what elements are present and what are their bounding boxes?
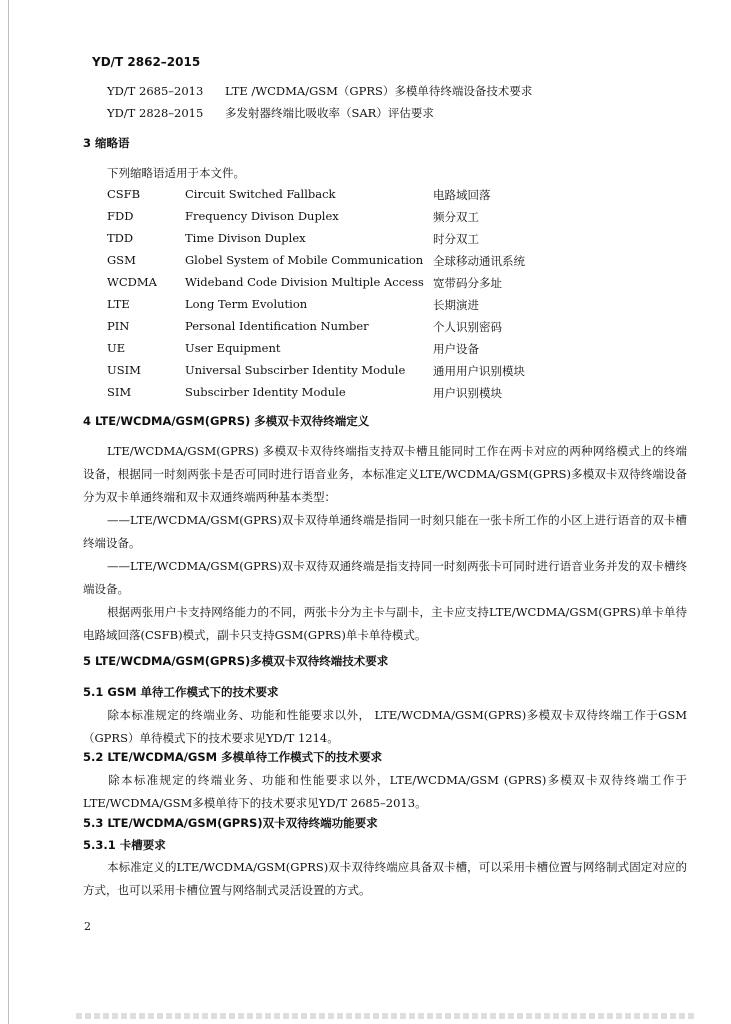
abbr-english: Long Term Evolution xyxy=(185,297,308,311)
scan-artifact-line xyxy=(76,1013,696,1019)
paragraph-text: ——LTE/WCDMA/GSM(GPRS)双卡双待双通终端是指支持同一时刻两张卡可同时进行语音业务并发的双卡槽终端设备。 xyxy=(83,559,687,596)
abbr-chinese: 频分双工 xyxy=(433,210,479,224)
section-4-heading: 4 LTE/WCDMA/GSM(GPRS) 多模双卡双待终端定义 xyxy=(83,414,370,428)
abbr-code: FDD xyxy=(107,209,134,223)
abbr-chinese: 时分双工 xyxy=(433,232,479,246)
abbr-code: PIN xyxy=(107,319,130,333)
abbr-english: User Equipment xyxy=(185,341,281,355)
abbr-english: Globel System of Mobile Communication xyxy=(185,253,424,267)
abbr-code: USIM xyxy=(107,363,141,377)
abbr-code: LTE xyxy=(107,297,130,311)
section-3-heading: 3 缩略语 xyxy=(83,136,130,150)
reference-row xyxy=(107,83,532,99)
abbr-code: TDD xyxy=(107,231,134,245)
abbr-english: Frequency Divison Duplex xyxy=(185,209,339,223)
reference-title: 多发射器终端比吸收率（SAR）评估要求 xyxy=(225,106,434,120)
page-edge-line xyxy=(8,0,9,1024)
section-4-single-call-definition xyxy=(83,509,687,555)
page-number: 2 xyxy=(84,920,91,933)
abbr-chinese: 宽带码分多址 xyxy=(433,276,502,290)
abbr-english: Time Divison Duplex xyxy=(185,231,306,245)
paragraph-text: 除本标准规定的终端业务、功能和性能要求以外， LTE/WCDMA/GSM(GPRS)多模双卡双待终端工作于GSM（GPRS）单待模式下的技术要求见YD/T 1214。 xyxy=(83,708,687,745)
abbr-chinese: 通用用户识别模块 xyxy=(433,364,525,378)
abbr-english: Universal Subscirber Identity Module xyxy=(185,363,406,377)
abbr-chinese: 全球移动通讯系统 xyxy=(433,254,525,268)
abbr-english: Subscirber Identity Module xyxy=(185,385,346,399)
paragraph-text: LTE/WCDMA/GSM(GPRS) 多模双卡双待终端指支持双卡槽且能同时工作在两卡对应的两种网络模式上的终端设备，根据同一时刻两张卡是否可同时进行语音业务，本标准定义LTE/WCDMA/GSM(GPRS)多模双卡双待终端设备分为双卡单通终端和双卡双通终端两种基本类型： xyxy=(83,444,687,504)
section-4-dual-call-definition xyxy=(83,555,687,601)
reference-row xyxy=(107,105,434,121)
document-header: YD/T 2862–2015 xyxy=(92,55,201,69)
abbr-code: SIM xyxy=(107,385,132,399)
section-3-intro: 下列缩略语适用于本文件。 xyxy=(107,166,245,180)
section-5-2-text xyxy=(83,769,687,815)
section-5-1-heading: 5.1 GSM 单待工作模式下的技术要求 xyxy=(83,685,279,699)
abbr-english: Wideband Code Division Multiple Access xyxy=(185,275,424,289)
section-5-1-text xyxy=(83,704,687,750)
section-4-card-roles xyxy=(83,601,687,647)
section-5-3-1-heading: 5.3.1 卡槽要求 xyxy=(83,838,166,852)
section-5-3-heading: 5.3 LTE/WCDMA/GSM(GPRS)双卡双待终端功能要求 xyxy=(83,816,378,830)
abbr-code: GSM xyxy=(107,253,136,267)
section-5-2-heading: 5.2 LTE/WCDMA/GSM 多模单待工作模式下的技术要求 xyxy=(83,750,383,764)
abbr-chinese: 个人识别密码 xyxy=(433,320,502,334)
section-5-heading: 5 LTE/WCDMA/GSM(GPRS)多模双卡双待终端技术要求 xyxy=(83,654,389,668)
abbr-chinese: 电路域回落 xyxy=(433,188,491,202)
reference-title: LTE /WCDMA/GSM（GPRS）多模单待终端设备技术要求 xyxy=(225,84,533,98)
paragraph-text: 根据两张用户卡支持网络能力的不同，两张卡分为主卡与副卡，主卡应支持LTE/WCDMA/GSM(GPRS)单卡单待电路域回落(CSFB)模式，副卡只支持GSM(GPRS)单卡单待模式。 xyxy=(83,605,687,642)
reference-code: YD/T 2828–2015 xyxy=(107,106,204,120)
section-5-3-1-text xyxy=(83,856,687,902)
abbr-english: Personal Identification Number xyxy=(185,319,369,333)
paragraph-text: 本标准定义的LTE/WCDMA/GSM(GPRS)双卡双待终端应具备双卡槽，可以采用卡槽位置与网络制式固定对应的方式，也可以采用卡槽位置与网络制式灵活设置的方式。 xyxy=(83,860,687,897)
abbr-code: UE xyxy=(107,341,126,355)
paragraph-text: ——LTE/WCDMA/GSM(GPRS)双卡双待单通终端是指同一时刻只能在一张卡所工作的小区上进行语音的双卡槽终端设备。 xyxy=(83,513,687,550)
abbr-chinese: 用户设备 xyxy=(433,342,479,356)
section-4-paragraph xyxy=(83,440,687,509)
paragraph-text: 除本标准规定的终端业务、功能和性能要求以外，LTE/WCDMA/GSM (GPRS)多模双卡双待终端工作于LTE/WCDMA/GSM多模单待下的技术要求见YD/T 2685–2013。 xyxy=(83,773,687,810)
abbr-code: WCDMA xyxy=(107,275,157,289)
abbr-code: CSFB xyxy=(107,187,141,201)
abbr-chinese: 用户识别模块 xyxy=(433,386,502,400)
abbr-chinese: 长期演进 xyxy=(433,298,479,312)
reference-code: YD/T 2685–2013 xyxy=(107,84,204,98)
abbr-english: Circuit Switched Fallback xyxy=(185,187,336,201)
